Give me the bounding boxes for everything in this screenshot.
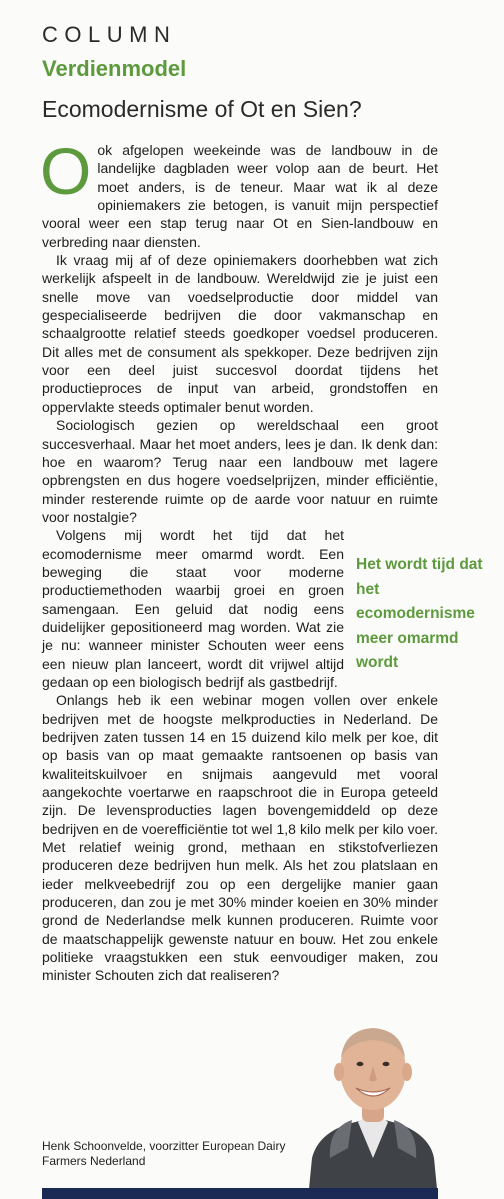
left-ear bbox=[334, 1063, 344, 1081]
series-title: Verdienmodel bbox=[42, 56, 187, 81]
paragraph-5: Onlangs heb ik een webinar mogen vollen over enkele bedrijven met de hoogste melkproducties in Nederland. De bedrijven zaten tussen 14 en 15 duizend kilo melk per koe, dit op basis van op maat gemaakte rantsoenen op basis van kwaliteitskuilvoer en snijmais aangevuld met vooral aangekochte voertarwe en raapschroot die in Europa geteeld zijn. De levensproducties lagen bovengemiddeld op deze bedrijven en de voerefficiëntie tot wel 1,8 kilo melk per kilo voer. Met relatief weinig grond, methaan en stikstofverliezen produceren deze bedrijven hun melk. Als het zou platslaan en ieder melkveebedrijf zou op een dergelijke manier gaan produceren, dan zou je met 30% minder koeien en 30% minder grond de Nederlandse melk kunnen produceren. Ruimte voor de maatschappelijk gewenste natuur en bouw. Het zou enkele politieke vraagstukken een stuk eenvoudiger maken, zou minister Schouten zich dat realiseren? bbox=[42, 692, 438, 984]
author-caption: Henk Schoonvelde, voorzitter European Dairy Farmers Nederland bbox=[42, 1139, 286, 1168]
article-headline: Ecomodernisme of Ot en Sien? bbox=[42, 96, 362, 122]
column-kicker: COLUMN bbox=[42, 22, 177, 47]
paragraph-1-text: ok afgelopen weekeinde was de landbouw in de landelijke dagbladen weer volop aan de beurt. Het moet anders, is de teneur. Maar wat ik al deze opiniemakers zie betogen, is vanuit mijn perspectief vooral weer een stap terug naar Ot en Sien-landbouw en verbreding naar diensten. bbox=[42, 142, 438, 250]
paragraph-3: Sociologisch gezien op wereldschaal een groot succesverhaal. Maar het moet anders, lees je dan. Ik denk dan: hoe en waarom? Terug naar een landbouw met lagere opbrengsten en dus hogere voedselprijzen, minder efficiëntie, minder resterende ruimte op de aarde voor natuur en ruimte voor nostalgie? bbox=[42, 417, 438, 525]
right-eye bbox=[383, 1062, 390, 1066]
pull-quote: Het wordt tijd dat het ecomodernisme meer omarmd wordt bbox=[356, 556, 483, 671]
drop-cap: O bbox=[40, 134, 92, 208]
right-ear bbox=[402, 1063, 412, 1081]
left-eye bbox=[357, 1062, 364, 1066]
paragraph-1 bbox=[40, 134, 438, 251]
paragraph-4: Volgens mij wordt het tijd dat het ecomodernisme meer omarmd wordt. Een beweging die staat voor moderne productiemethoden waarbij groei en groen samengaan. Een geluid dat nodig eens duidelijker gepositioneerd mag worden. Wat zie je nu: wanneer minister Schouten weer eens een nieuw plan lanceert, wordt dit vrijwel altijd gedaan op een biologisch bedrijf als gastbedrijf. bbox=[42, 527, 344, 690]
author-portrait bbox=[308, 1008, 438, 1199]
bottom-bar bbox=[42, 1188, 438, 1199]
paragraph-2: Ik vraag mij af of deze opiniemakers doorhebben wat zich werkelijk afspeelt in de landbouw. Wereldwijd zie je juist een snelle move van voedselproductie door middel van gespecialiseerde bedrijven die door vakmanschap en schaalgrootte relatief steeds goedkoper voedsel produceren. Dit alles met de consument als spekkoper. Deze bedrijven zijn voor een deel juist succesvol doordat tijdens het productieproces de input van arbeid, grondstoffen en oppervlakte steeds optimaler benut worden. bbox=[42, 252, 438, 415]
